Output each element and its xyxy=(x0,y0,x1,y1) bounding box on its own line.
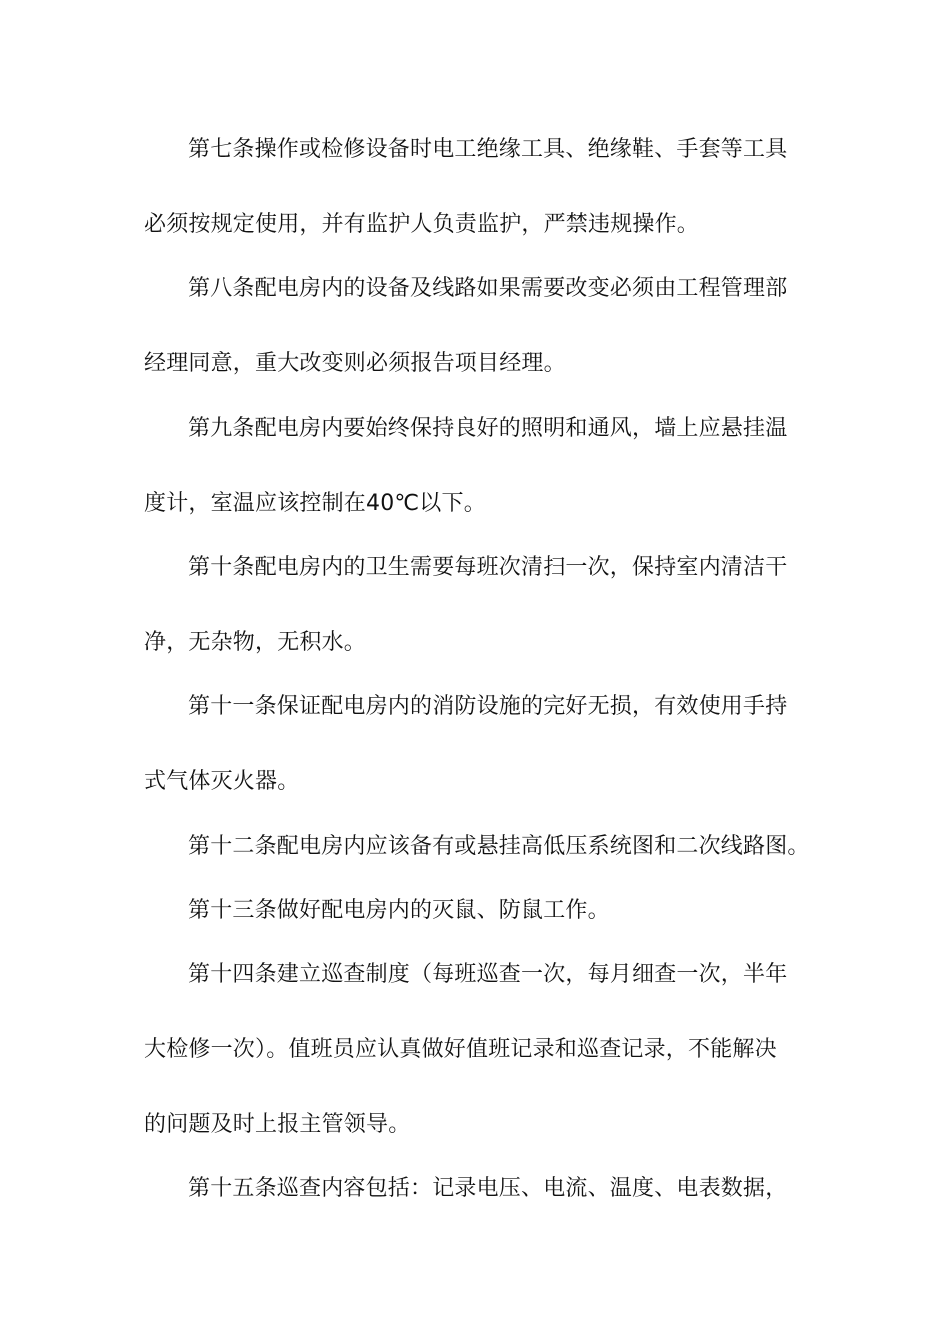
article-14-line-3: 的问题及时上报主管领导。 xyxy=(144,1112,411,1137)
article-10-line-1: 第十条配电房内的卫生需要每班次清扫一次，保持室内清洁干 xyxy=(188,555,788,580)
article-14-line-2: 大检修一次）。值班员应认真做好值班记录和巡查记录，不能解决 xyxy=(144,1037,777,1062)
article-10-line-2: 净，无杂物，无积水。 xyxy=(144,630,367,655)
article-14-line-1: 第十四条建立巡查制度（每班巡查一次，每月细查一次，半年 xyxy=(188,962,788,987)
article-7-line-2: 必须按规定使用，并有监护人负责监护，严禁违规操作。 xyxy=(144,212,700,237)
article-8-line-2: 经理同意，重大改变则必须报告项目经理。 xyxy=(144,351,566,376)
article-15-line-1: 第十五条巡查内容包括：记录电压、电流、温度、电表数据， xyxy=(188,1176,788,1201)
article-13-line-1: 第十三条做好配电房内的灭鼠、防鼠工作。 xyxy=(188,898,610,923)
article-8-line-1: 第八条配电房内的设备及线路如果需要改变必须由工程管理部 xyxy=(188,276,788,301)
article-9-line-2: 度计，室温应该控制在40℃以下。 xyxy=(144,491,486,516)
article-11-line-1: 第十一条保证配电房内的消防设施的完好无损，有效使用手持 xyxy=(188,694,788,719)
article-11-line-2: 式气体灭火器。 xyxy=(144,769,300,794)
article-9-line-1: 第九条配电房内要始终保持良好的照明和通风，墙上应悬挂温 xyxy=(188,416,788,441)
article-12-line-1: 第十二条配电房内应该备有或悬挂高低压系统图和二次线路图。 xyxy=(188,834,810,859)
article-7-line-1: 第七条操作或检修设备时电工绝缘工具、绝缘鞋、手套等工具 xyxy=(188,137,788,162)
